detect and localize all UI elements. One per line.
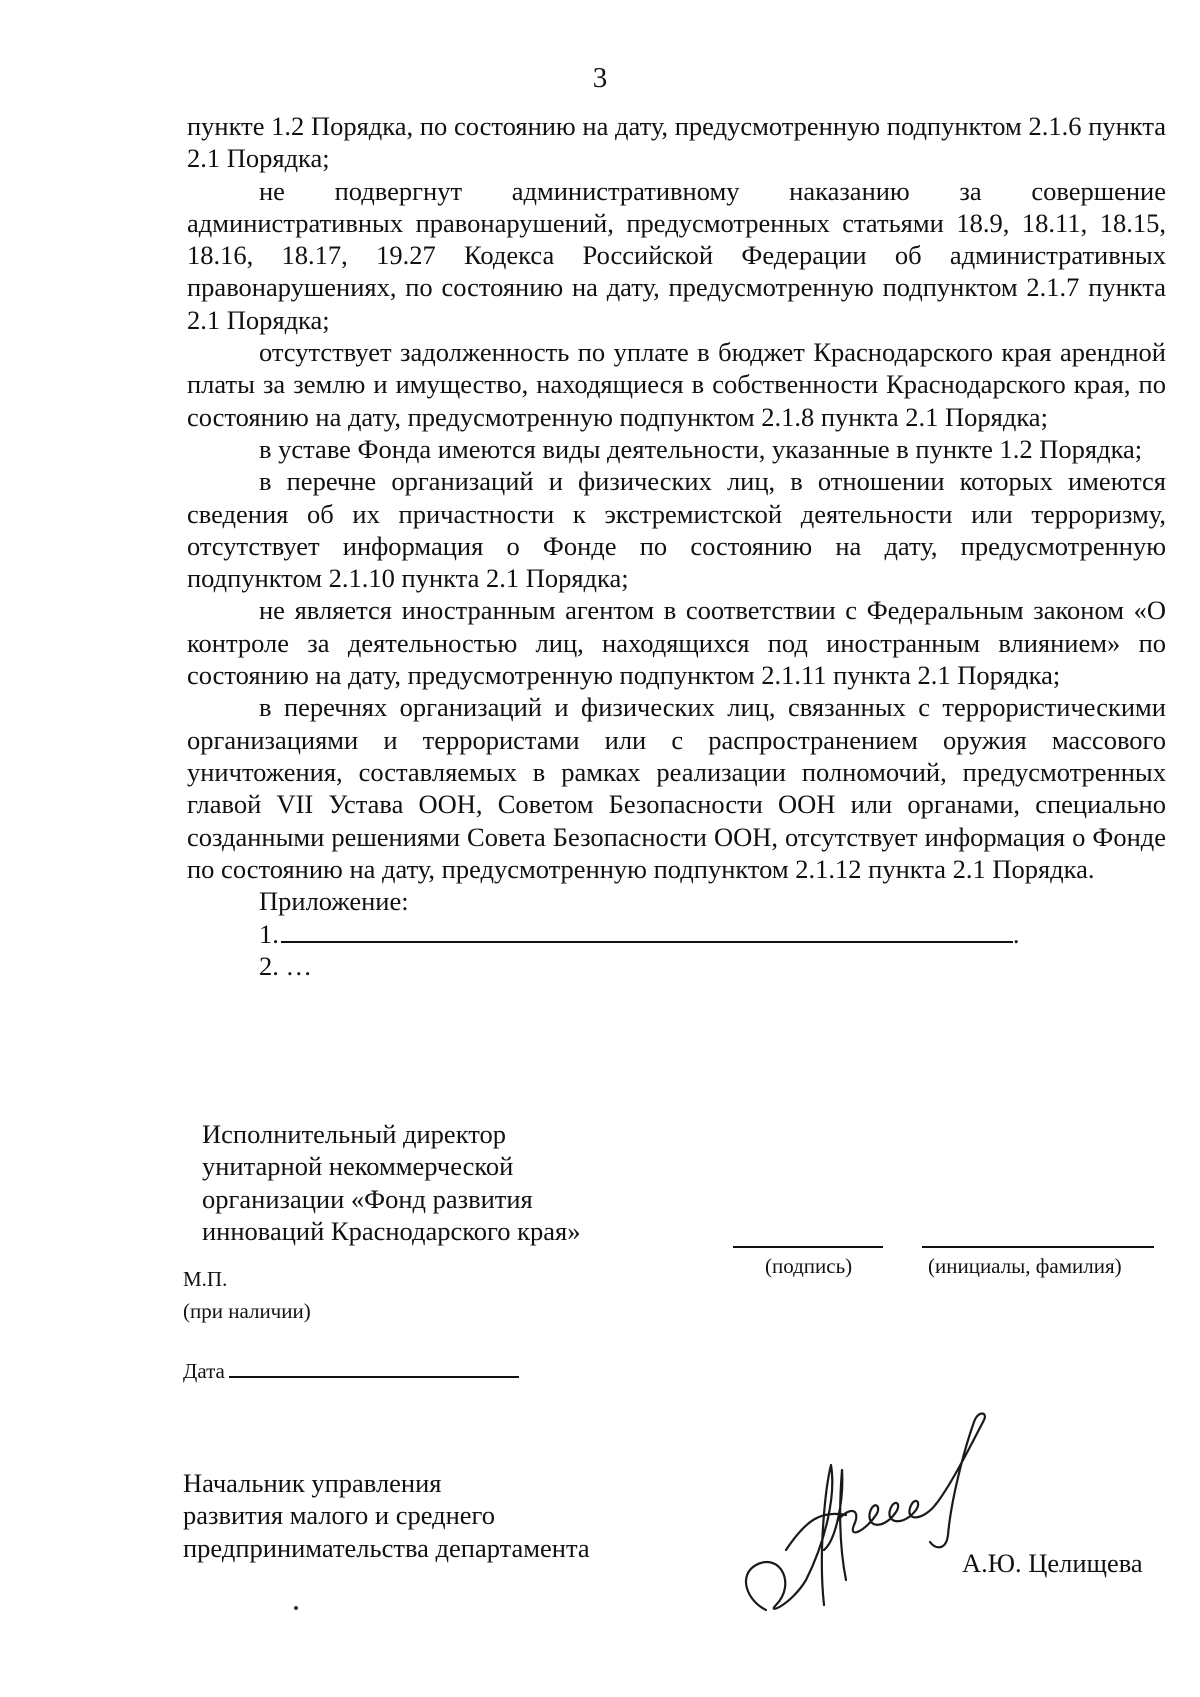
head-title-line: Начальник управления xyxy=(183,1468,442,1498)
appendix-item-1-blank-line xyxy=(281,917,1013,943)
head-title-line: развития малого и среднего xyxy=(183,1500,496,1531)
appendix-item-2: 2. … xyxy=(259,950,312,981)
paragraph-foreign-agent: не является иностранным агентом в соответствии с Федеральным законом «О контроле за деятельностью лиц, находящихся под иностранным влиянием» по состоянию на дату, предусмотренную подпунктом 2.1.11 пункта 2.1 Порядка; xyxy=(187,595,1166,691)
stray-dot xyxy=(294,1606,298,1610)
handwritten-signature xyxy=(726,1400,1026,1640)
head-name: А.Ю. Целищева xyxy=(962,1548,1143,1578)
appendix-item-1 xyxy=(259,917,1139,949)
paragraph-administrative-penalty: не подвергнут административному наказанию за совершение административных правонарушений, предусмотренных статьями 18.9, 18.11, 18.15, 18.16, 18.17, 19.27 Кодекса Российской Федерации об административных правонарушениях, по состоянию на дату, предусмотренную подпунктом 2.1.7 пункта 2.1 Порядка; xyxy=(187,175,1166,335)
director-title-line: Исполнительный директор xyxy=(202,1119,506,1149)
body-text xyxy=(187,110,1166,885)
name-caption: (инициалы, фамилия) xyxy=(928,1254,1122,1278)
stamp-placeholder xyxy=(183,1263,311,1327)
appendix-item-1-number: 1. xyxy=(259,919,279,950)
head-title-block xyxy=(183,1467,590,1564)
appendix-section xyxy=(259,885,1139,982)
paragraph-extremism-list: в перечне организаций и физических лиц, в отношении которых имеются сведения об их причастности к экстремистской деятельности или терроризму, отсутствует информация о Фонде по состоянию на дату, предусмотренную подпунктом 2.1.10 пункта 2.1 Порядка; xyxy=(187,466,1166,594)
director-title-block xyxy=(202,1118,682,1247)
paragraph-terrorism-lists: в перечнях организаций и физических лиц, связанных с террористическими организациями и террористами или с распространением оружия массового уничтожения, составляемых в рамках реализации полномочий, предусмотренных главой VII Устава ООН, Советом Безопасности ООН или органами, специально созданными решениями Совета Безопасности ООН, отсутствует информация о Фонде по состоянию на дату, предусмотренную подпунктом 2.1.12 пункта 2.1 Порядка. xyxy=(187,692,1166,884)
signature-caption: (подпись) xyxy=(765,1254,853,1278)
appendix-item-1-end: . xyxy=(1012,919,1020,950)
date-label: Дата xyxy=(183,1359,225,1383)
paragraph-charter-activities: в уставе Фонда имеются виды деятельности, указанные в пункте 1.2 Порядка; xyxy=(259,433,1143,464)
director-title-line: унитарной некоммерческой xyxy=(202,1151,514,1182)
stamp-note: (при наличии) xyxy=(183,1299,311,1323)
appendix-title: Приложение: xyxy=(259,886,409,916)
date-field xyxy=(183,1354,519,1387)
date-blank-line xyxy=(229,1354,519,1378)
paragraph-continuation: пункте 1.2 Порядка, по состоянию на дату, предусмотренную подпунктом 2.1.6 пункта 2.1 Порядка; xyxy=(187,111,1166,174)
paragraph-rent-debt: отсутствует задолженность по уплате в бюджет Краснодарского края арендной платы за землю и имущество, находящиеся в собственности Краснодарского края, по состоянию на дату, предусмотренную подпунктом 2.1.8 пункта 2.1 Порядка; xyxy=(187,337,1166,432)
director-title-line: организации «Фонд развития xyxy=(202,1183,533,1214)
head-title-line: предпринимательства департамента xyxy=(183,1532,590,1563)
page-number: 3 xyxy=(592,62,608,94)
director-title-line: инноваций Краснодарского края» xyxy=(202,1215,581,1246)
signature-blank-line xyxy=(733,1246,883,1248)
name-blank-line xyxy=(922,1246,1154,1248)
stamp-label: М.П. xyxy=(183,1267,228,1291)
